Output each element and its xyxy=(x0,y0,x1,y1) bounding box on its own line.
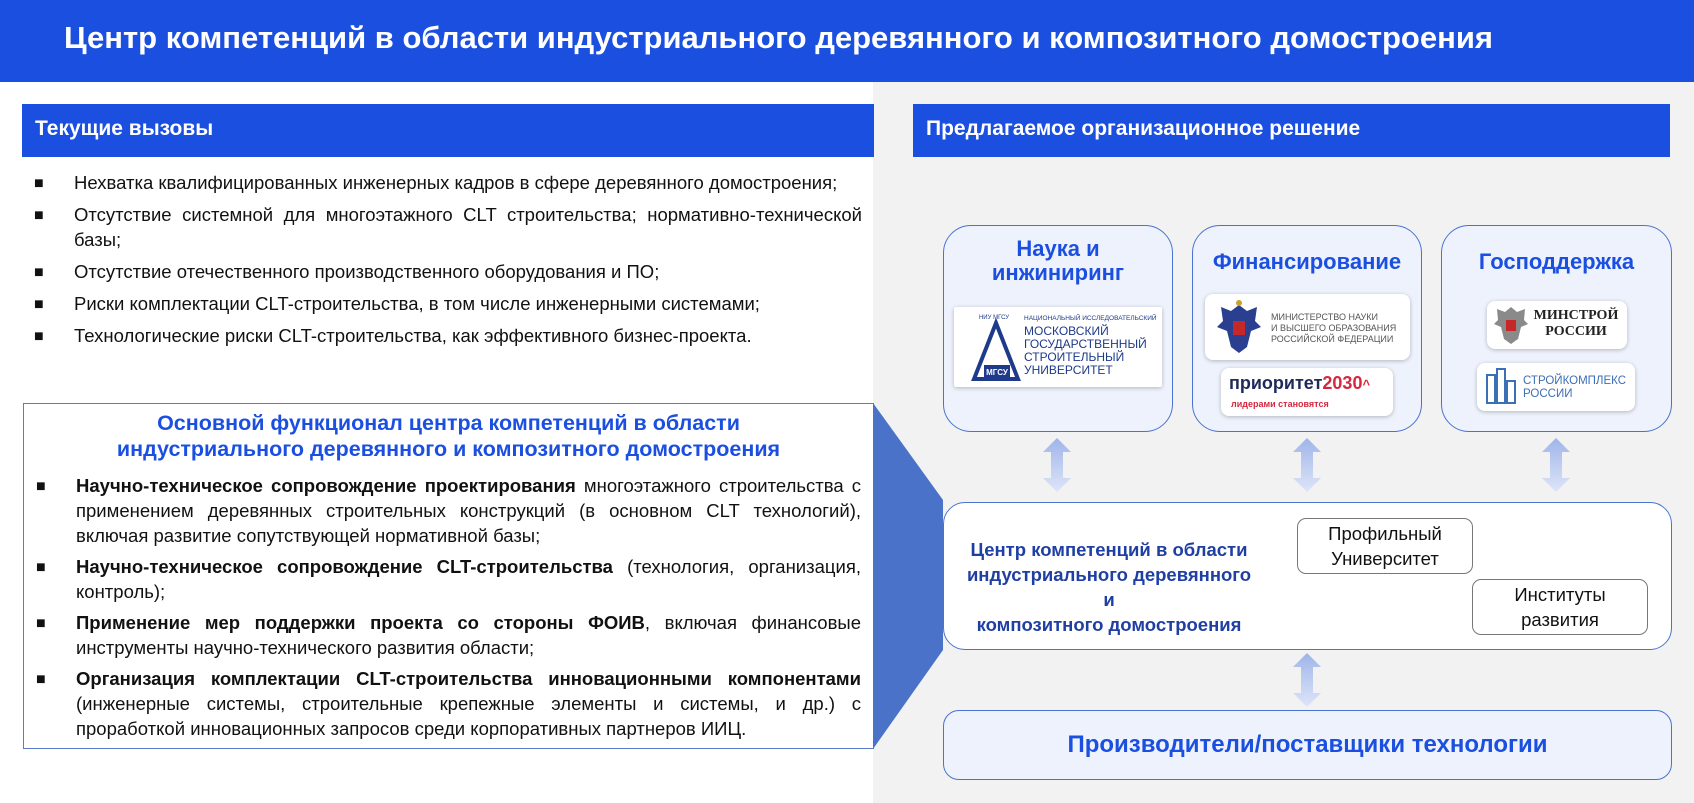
core-functions-box xyxy=(23,403,874,749)
challenges-list xyxy=(22,170,862,348)
producers-box xyxy=(943,710,1672,780)
challenge-item: ■ Отсутствие системной для многоэтажного CLT строительства; нормативно-технической базы; xyxy=(34,204,862,250)
core-functions-list xyxy=(24,473,861,741)
priority-wordmark: приоритет2030^ xyxy=(1229,373,1371,393)
science-title: Наука и инжиниринг xyxy=(991,236,1125,285)
core-item-text: (технология, организация, контроль); xyxy=(76,556,861,602)
government-support-pill xyxy=(1441,225,1672,432)
double-arrow-icon xyxy=(1542,438,1570,492)
core-item-bold: Применение мер поддержки проекта со стороны ФОИВ xyxy=(76,612,645,633)
core-item-text: (инженерные системы, строительные крепежные элементы и системы, и др.) с проработкой инновационных запросов среди корпоративных партнеров ИИЦ. xyxy=(76,693,861,739)
challenges-heading: Текущие вызовы xyxy=(22,104,874,157)
competence-center-text: Центр компетенций в области индустриального деревянного и композитного домостроения xyxy=(966,539,1252,635)
double-headed-eagle-icon xyxy=(1211,297,1267,357)
russian-emblem-icon xyxy=(1491,303,1531,347)
mgsu-name: МОСКОВСКИЙ ГОСУДАРСТВЕННЫЙ СТРОИТЕЛЬНЫЙ УНИВЕРСИТЕТ xyxy=(1024,324,1147,377)
priority-slogan: лидерами становятся xyxy=(1231,399,1329,409)
header-bar xyxy=(0,0,1694,82)
svg-text:МГСУ: МГСУ xyxy=(986,368,1008,377)
minstroy-name: МИНСТРОЙ РОССИИ xyxy=(1533,308,1619,339)
core-item-bold: Научно-техническое сопровождение CLT-строительства xyxy=(76,556,613,577)
financing-pill xyxy=(1192,225,1422,432)
challenge-text: Отсутствие системной для многоэтажного CLT строительства; нормативно-технической базы; xyxy=(74,204,862,250)
challenge-item: ■ Нехватка квалифицированных инженерных кадров в сфере деревянного домостроения; xyxy=(34,172,838,193)
core-item: ■ Организация комплектации CLT-строительства инновационными компонентами (инженерные системы, строительные крепежные элементы и системы, и др.) с проработкой инновационных запросов среди корпоративных партнеров ИИЦ. xyxy=(36,668,861,739)
core-item-text: многоэтажного строительства с применением деревянных строительных конструкций (в основном CLT технологий), включая развитие сопутствующей нормативной базы; xyxy=(76,475,861,546)
development-institutes-box: Институты развития xyxy=(1472,579,1648,635)
mgsu-caption: НАЦИОНАЛЬНЫЙ ИССЛЕДОВАТЕЛЬСКИЙ xyxy=(1024,315,1157,322)
svg-text:НИУ МГСУ: НИУ МГСУ xyxy=(978,315,1010,321)
double-arrow-icon xyxy=(1043,438,1071,492)
challenge-item: ■ Риски комплектации CLT-строительства, в том числе инженерными системами; xyxy=(34,293,760,314)
core-item: ■ Научно-техническое сопровождение проектирования многоэтажного строительства с применением деревянных строительных конструкций (в основном CLT технологий), включая развитие сопутствующей нормативной базы; xyxy=(36,475,861,546)
challenge-item: ■ Отсутствие отечественного производственного оборудования и ПО; xyxy=(34,261,660,282)
challenge-text: Отсутствие отечественного производственного оборудования и ПО; xyxy=(74,261,660,282)
core-item-bold: Организация комплектации CLT-строительства инновационными компонентами xyxy=(76,668,861,689)
competence-center-box xyxy=(943,502,1672,650)
financing-title: Финансирование xyxy=(1212,249,1402,274)
core-title-line: индустриального деревянного и композитного домостроения xyxy=(116,437,781,461)
stroykompleks-logo xyxy=(1477,363,1635,411)
double-arrow-icon xyxy=(1293,438,1321,492)
ministry-science-logo xyxy=(1205,294,1410,360)
science-engineering-pill xyxy=(943,225,1173,432)
challenge-text: Технологические риски CLT-строительства, как эффективного бизнес-проекта. xyxy=(74,325,752,346)
challenge-text: Риски комплектации CLT-строительства, в том числе инженерными системами; xyxy=(74,293,760,314)
building-icon xyxy=(1483,367,1519,407)
page-title: Центр компетенций в области индустриального деревянного и композитного домостроения xyxy=(64,20,1493,55)
mgsu-emblem-icon xyxy=(954,307,1034,387)
core-item-bold: Научно-техническое сопровождение проектирования xyxy=(76,475,576,496)
challenge-text: Нехватка квалифицированных инженерных кадров в сфере деревянного домостроения; xyxy=(74,172,838,193)
core-item: ■ Научно-техническое сопровождение CLT-строительства (технология, организация, контроль); xyxy=(36,556,861,602)
core-functions-title xyxy=(24,410,873,462)
core-item: ■ Применение мер поддержки проекта со стороны ФОИВ, включая финансовые инструменты научно-технического развития области; xyxy=(36,612,861,658)
core-title-line: Основной функционал центра компетенций в области xyxy=(157,411,740,435)
stroykompleks-name: СТРОЙКОМПЛЕКС РОССИИ xyxy=(1523,375,1627,400)
solution-panel-background xyxy=(873,82,1694,803)
connector-wedge xyxy=(873,403,943,749)
priority-2030-logo xyxy=(1221,368,1393,416)
ministry-science-name: МИНИСТЕРСТВО НАУКИ И ВЫСШЕГО ОБРАЗОВАНИЯ РОССИЙСКОЙ ФЕДЕРАЦИИ xyxy=(1271,312,1397,344)
minstroy-logo xyxy=(1487,301,1627,349)
support-title: Господдержка xyxy=(1478,249,1635,274)
profile-university-box: Профильный Университет xyxy=(1297,518,1473,574)
mgsu-logo xyxy=(954,307,1162,387)
core-item-text: , включая финансовые инструменты научно-технического развития области; xyxy=(76,612,861,658)
solution-heading: Предлагаемое организационное решение xyxy=(913,104,1670,157)
challenge-item: ■ Технологические риски CLT-строительства, как эффективного бизнес-проекта. xyxy=(34,325,752,346)
producers-text: Производители/поставщики технологии xyxy=(1067,731,1548,758)
double-arrow-icon xyxy=(1293,653,1321,707)
